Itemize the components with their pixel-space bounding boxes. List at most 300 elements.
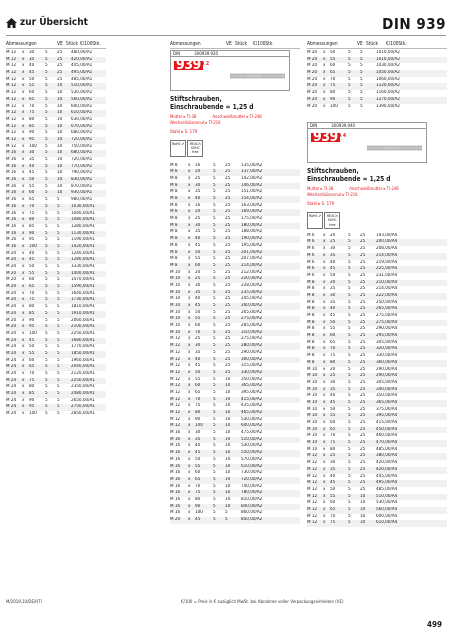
times-sign: x	[188, 256, 191, 262]
table-cell: 5	[45, 237, 48, 243]
table-cell: 1120,00/A2	[376, 83, 400, 89]
times-sign: x	[22, 130, 25, 136]
table-cell: 65	[29, 364, 35, 370]
times-sign: x	[22, 170, 25, 176]
times-sign: x	[323, 493, 326, 499]
table-row	[6, 110, 106, 117]
table-cell: 5	[45, 183, 48, 189]
table-cell: 10	[225, 503, 231, 509]
table-cell: 5	[348, 56, 351, 62]
table-cell: 35	[330, 252, 336, 258]
table-cell: 220,00/A2	[241, 276, 263, 282]
table-cell: 207,00/A2	[241, 256, 263, 262]
table-cell: M 8	[307, 313, 315, 319]
table-cell: 10	[225, 490, 231, 496]
table-cell: 5	[57, 317, 60, 323]
table-cell: 201,00/A2	[241, 249, 263, 255]
table-cell: 560,00/A1	[71, 96, 93, 102]
table-cell: 510,00/A1	[71, 83, 93, 89]
table-cell: 70	[29, 290, 35, 296]
table-cell: 5	[45, 197, 48, 203]
table-cell: M 8	[307, 319, 315, 325]
times-sign: x	[323, 326, 326, 332]
table-row	[170, 169, 300, 176]
table-row	[170, 303, 300, 310]
table-row	[170, 183, 300, 190]
times-sign: x	[22, 304, 25, 310]
table-row	[307, 393, 447, 400]
table-cell: M 8	[307, 279, 315, 285]
table-cell: M 8	[170, 236, 178, 242]
times-sign: x	[188, 349, 191, 355]
table-cell: 5	[57, 310, 60, 316]
table-row	[6, 144, 106, 151]
table-cell: 55	[29, 350, 35, 356]
table-cell: 25	[195, 336, 201, 342]
table-body	[170, 163, 300, 524]
table-cell: 5	[348, 286, 351, 292]
table-cell: 65	[195, 389, 201, 395]
table-cell: 70	[330, 513, 336, 519]
table-row	[170, 290, 300, 297]
table-cell: M 10	[170, 289, 181, 295]
table-cell: 5	[348, 506, 351, 512]
product-image-box	[170, 57, 290, 91]
table-cell: 212,00/A2	[241, 269, 263, 275]
table-cell: 25	[330, 286, 336, 292]
table-cell: 5	[45, 170, 48, 176]
part-number-badge: 939	[313, 129, 338, 146]
table-cell: 25	[360, 259, 366, 265]
table-cell: M 10	[307, 399, 318, 405]
table-cell: 5	[57, 364, 60, 370]
table-cell: 5	[213, 216, 216, 222]
times-sign: x	[188, 309, 191, 315]
table-cell: 5	[213, 229, 216, 235]
table-cell: 5	[57, 217, 60, 223]
table-cell: 40	[29, 163, 35, 169]
reach-badge: REACh SVHC free	[187, 140, 203, 157]
product-image-box	[307, 129, 427, 163]
table-cell: 5	[348, 446, 351, 452]
table-cell: 5	[213, 303, 216, 309]
table-cell: 445,00/A1	[71, 63, 93, 69]
table-cell: M 16	[6, 197, 17, 203]
table-cell: 5	[45, 391, 48, 397]
table-cell: 25	[360, 326, 366, 332]
times-sign: x	[22, 210, 25, 216]
table-cell: 75	[195, 403, 201, 409]
wechsel-link[interactable]: Wechselhülsennut ▸ TI-216	[307, 192, 358, 198]
times-sign: x	[188, 436, 191, 442]
times-sign: x	[323, 480, 326, 486]
table-cell: M 6	[307, 239, 315, 245]
table-cell: 25	[225, 323, 231, 329]
table-cell: 5	[213, 343, 216, 349]
table-cell: M 20	[6, 330, 17, 336]
table-cell: M 12	[6, 143, 17, 149]
table-cell: 10	[57, 157, 63, 162]
table-cell: 10	[57, 150, 63, 156]
table-cell: 5	[213, 483, 216, 489]
table-cell: 2060,00/A1	[71, 317, 95, 323]
table-row	[307, 253, 447, 260]
times-sign: x	[22, 63, 25, 69]
table-cell: 228,00/A2	[241, 282, 263, 288]
table-cell: 75	[195, 490, 201, 496]
times-sign: x	[188, 323, 191, 329]
table-cell: M 16	[170, 430, 181, 436]
stud-bolt-icon	[367, 143, 422, 153]
din-label: DIN	[310, 124, 318, 130]
table-cell: 1050,00/A2	[376, 70, 400, 76]
times-sign: x	[188, 363, 191, 369]
table-cell: 80	[330, 359, 336, 365]
mutter-link[interactable]: Mutter ▸ TI-38	[170, 114, 197, 119]
table-cell: 5	[213, 356, 216, 362]
table-cell: 840,00/A2	[241, 503, 263, 509]
table-row	[6, 184, 106, 191]
times-sign: x	[188, 242, 191, 248]
table-cell: 214,00/A4	[376, 252, 398, 258]
table-cell: 55	[29, 270, 35, 276]
price-note: €/100 = Preis in € zuzüglich MwSt. bei Abnahme voller Verpackungseinheiten (VE)	[181, 600, 344, 605]
table-row	[6, 164, 106, 171]
table-cell: 415,00/A2	[241, 396, 263, 402]
table-row	[6, 378, 106, 385]
table-cell: 10	[57, 136, 63, 142]
table-cell: 5	[45, 277, 48, 283]
table-cell: 5	[213, 236, 216, 242]
table-cell: 275,00/A2	[241, 316, 263, 322]
table-cell: 200,00/A4	[376, 239, 398, 245]
table-row	[170, 484, 300, 491]
table-cell: 5	[57, 371, 60, 376]
table-cell: 25	[225, 262, 231, 268]
table-row	[170, 377, 300, 384]
table-row	[307, 326, 447, 333]
table-cell: 330,00/A2	[241, 369, 263, 375]
stahl-link[interactable]: Stahl ▸ S. 179	[307, 202, 335, 208]
table-cell: 5	[360, 76, 363, 82]
anschweiss-link[interactable]: Anschweißmutter ▸ TI-248	[349, 186, 399, 192]
table-cell: 1040,00/A1	[71, 210, 95, 216]
table-cell: 151,00/A2	[241, 189, 263, 195]
table-cell: M 16	[6, 183, 17, 189]
table-cell: M 10	[307, 446, 318, 452]
table-row	[307, 280, 447, 287]
table-cell: 495,00/A4	[376, 480, 398, 486]
table-cell: 100	[330, 103, 338, 109]
header-divider	[6, 35, 446, 36]
table-cell: 5	[57, 304, 60, 310]
times-sign: x	[323, 272, 326, 278]
times-sign: x	[188, 343, 191, 349]
table-cell: M 20	[6, 257, 17, 263]
table-cell: 10	[360, 500, 366, 506]
table-row	[170, 310, 300, 317]
times-sign: x	[323, 76, 326, 82]
table-cell: M 16	[6, 163, 17, 169]
table-cell: 5	[348, 513, 351, 519]
table-cell: M 12	[307, 480, 318, 486]
table-cell: 25	[225, 316, 231, 322]
table-row	[170, 457, 300, 464]
times-sign: x	[22, 157, 25, 162]
table-cell: 60	[330, 63, 336, 69]
table-cell: M 8	[170, 262, 178, 268]
table-row	[307, 246, 447, 253]
wechsel-link[interactable]: Wechselhülsennut ▸ TI-216	[170, 120, 221, 125]
table-cell: 1960,00/A1	[71, 357, 95, 363]
table-cell: 5	[213, 202, 216, 208]
table-row	[6, 384, 106, 391]
table-cell: 80	[195, 496, 201, 502]
table-cell: 154,00/A2	[241, 196, 263, 202]
table-cell: M 16	[170, 510, 181, 516]
table-cell: M 24	[6, 411, 17, 417]
table-cell: 10	[225, 463, 231, 469]
table-cell: 870,00/A1	[71, 183, 93, 189]
table-cell: 25	[360, 232, 366, 238]
table-cell: 5	[213, 162, 216, 168]
table-cell: 10	[225, 389, 231, 395]
times-sign: x	[188, 229, 191, 235]
table-cell: M 10	[170, 329, 181, 335]
table-cell: 600,00/A4	[376, 513, 398, 519]
table-row	[307, 346, 447, 353]
table-row	[6, 177, 106, 184]
times-sign: x	[323, 353, 326, 359]
table-cell: M 12	[170, 383, 181, 389]
table-cell: 100	[29, 330, 37, 336]
table-cell: 5	[213, 349, 216, 355]
table-cell: 70	[29, 103, 35, 109]
table-cell: 5	[213, 209, 216, 215]
product-title-line2: Einschraubende ≈ 1,25 d	[170, 103, 254, 111]
table-cell: 25	[225, 162, 231, 168]
table-cell: M 12	[307, 486, 318, 492]
table-cell: 5	[57, 277, 60, 283]
table-cell: 30	[330, 292, 336, 298]
table-cell: M 12	[6, 103, 17, 109]
table-cell: M 8	[307, 333, 315, 339]
table-cell: M 8	[170, 242, 178, 248]
table-cell: 5	[57, 203, 60, 209]
times-sign: x	[323, 520, 326, 526]
table-cell: 5	[45, 317, 48, 323]
table-cell: 5	[57, 223, 60, 229]
table-row	[170, 510, 300, 517]
table-cell: M 16	[170, 470, 181, 476]
table-cell: M 20	[6, 317, 17, 323]
times-sign: x	[323, 56, 326, 62]
table-cell: 188,00/A2	[241, 229, 263, 235]
table-cell: M 16	[6, 210, 17, 216]
table-row	[6, 344, 106, 351]
rohs-badge: RoHS ✔	[307, 212, 323, 229]
times-sign: x	[188, 282, 191, 288]
table-cell: 25	[360, 413, 366, 419]
table-cell: 5	[213, 503, 216, 509]
table-row	[6, 311, 106, 318]
table-cell: 5	[348, 413, 351, 419]
mutter-link[interactable]: Mutter ▸ TI-38	[307, 186, 334, 192]
table-cell: M 8	[170, 182, 178, 188]
table-row	[307, 467, 447, 474]
table-row	[307, 514, 447, 521]
table-cell: 5	[213, 222, 216, 228]
table-cell: M 20	[307, 76, 318, 82]
table-cell: 135,00/A2	[241, 162, 263, 168]
times-sign: x	[22, 344, 25, 350]
times-sign: x	[22, 116, 25, 122]
table-cell: 70	[29, 371, 35, 376]
times-sign: x	[323, 346, 326, 352]
table-cell: 25	[360, 313, 366, 319]
table-cell: 5	[348, 399, 351, 405]
table-cell: M 12	[6, 96, 17, 102]
table-cell: 5	[213, 329, 216, 335]
table-row	[307, 306, 447, 313]
table-row	[170, 497, 300, 504]
table-cell: M 16	[170, 490, 181, 496]
table-cell: M 8	[170, 256, 178, 262]
table-cell: 180,00/A2	[241, 222, 263, 228]
table-cell: M 20	[307, 90, 318, 96]
table-cell: 5	[45, 217, 48, 223]
table-cell: 25	[360, 420, 366, 426]
table-cell: 55	[195, 316, 201, 322]
table-row	[170, 263, 300, 270]
times-sign: x	[323, 70, 326, 76]
table-cell: M 20	[307, 83, 318, 89]
table-row	[307, 260, 447, 267]
table-cell: 415,00/A4	[376, 420, 398, 426]
times-sign: x	[22, 217, 25, 223]
table-row	[6, 104, 106, 111]
table-row	[170, 410, 300, 417]
table-cell: M 12	[170, 363, 181, 369]
times-sign: x	[323, 279, 326, 285]
table-cell: 5	[213, 410, 216, 416]
times-sign: x	[188, 336, 191, 342]
table-cell: M 20	[170, 517, 181, 523]
table-cell: 190,00/A2	[241, 236, 263, 242]
back-to-overview-link[interactable]	[6, 17, 88, 28]
table-cell: 5	[213, 276, 216, 282]
table-cell: M 12	[170, 396, 181, 402]
table-cell: 5	[213, 403, 216, 409]
table-cell: 219,00/A4	[376, 259, 398, 265]
times-sign: x	[323, 306, 326, 312]
table-cell: 45	[29, 170, 35, 176]
table-cell: 5	[45, 257, 48, 263]
table-row	[6, 411, 106, 418]
price-table-col2	[170, 40, 300, 524]
table-cell: 45	[195, 242, 201, 248]
table-cell: M 16	[6, 230, 17, 236]
table-cell: 1240,00/A1	[71, 250, 95, 256]
table-row	[6, 398, 106, 405]
times-sign: x	[22, 103, 25, 109]
table-cell: 25	[330, 239, 336, 245]
table-cell: M 8	[170, 162, 178, 168]
table-row	[170, 437, 300, 444]
table-row	[170, 370, 300, 377]
table-cell: M 12	[6, 110, 17, 116]
table-cell: 25	[360, 393, 366, 399]
table-cell: 25	[360, 246, 366, 252]
table-row	[6, 57, 106, 64]
table-cell: 5	[213, 476, 216, 482]
table-cell: 35	[29, 56, 35, 62]
table-cell: M 10	[170, 269, 181, 275]
times-sign: x	[22, 56, 25, 62]
table-cell: 65	[330, 426, 336, 432]
times-sign: x	[22, 183, 25, 189]
table-cell: 5	[45, 297, 48, 303]
table-row	[170, 316, 300, 323]
times-sign: x	[22, 290, 25, 296]
times-sign: x	[323, 63, 326, 69]
times-sign: x	[323, 319, 326, 325]
table-row	[6, 50, 106, 57]
article-code: 300939.940	[331, 124, 356, 130]
table-row	[6, 190, 106, 197]
table-row	[307, 90, 447, 97]
table-cell: 1030,00/A2	[376, 63, 400, 69]
table-cell: 75	[29, 297, 35, 303]
table-cell: 365,00/A2	[241, 383, 263, 389]
table-cell: M 10	[307, 393, 318, 399]
table-cell: 5	[213, 323, 216, 329]
table-row	[170, 443, 300, 450]
table-cell: 30	[195, 222, 201, 228]
table-cell: 5	[45, 250, 48, 256]
table-row	[170, 243, 300, 250]
table-cell: M 16	[170, 483, 181, 489]
times-sign: x	[188, 470, 191, 476]
times-sign: x	[22, 96, 25, 102]
table-cell: 80	[330, 446, 336, 452]
table-cell: 95	[29, 237, 35, 243]
times-sign: x	[323, 446, 326, 452]
table-row	[6, 244, 106, 251]
table-cell: 5	[348, 306, 351, 312]
related-links	[307, 186, 447, 198]
table-cell: 208,00/A4	[376, 246, 398, 252]
times-sign: x	[188, 262, 191, 268]
table-cell: 5	[213, 470, 216, 476]
table-row	[170, 383, 300, 390]
table-cell: 1130,00/A1	[71, 230, 95, 236]
table-row	[6, 304, 106, 311]
table-cell: 30	[29, 50, 35, 55]
times-sign: x	[188, 430, 191, 436]
table-cell: 25	[360, 319, 366, 325]
anschweiss-link[interactable]: Anschweißmutter ▸ TI-248	[212, 114, 262, 119]
table-cell: M 6	[307, 232, 315, 238]
table-cell: 35	[195, 189, 201, 195]
times-sign: x	[323, 473, 326, 479]
table-row	[170, 363, 300, 370]
table-row	[6, 391, 106, 398]
table-cell: 25	[360, 252, 366, 258]
times-sign: x	[323, 433, 326, 439]
table-cell: 315,00/A2	[241, 363, 263, 369]
stahl-link[interactable]: Stahl ▸ S. 179	[170, 130, 198, 135]
